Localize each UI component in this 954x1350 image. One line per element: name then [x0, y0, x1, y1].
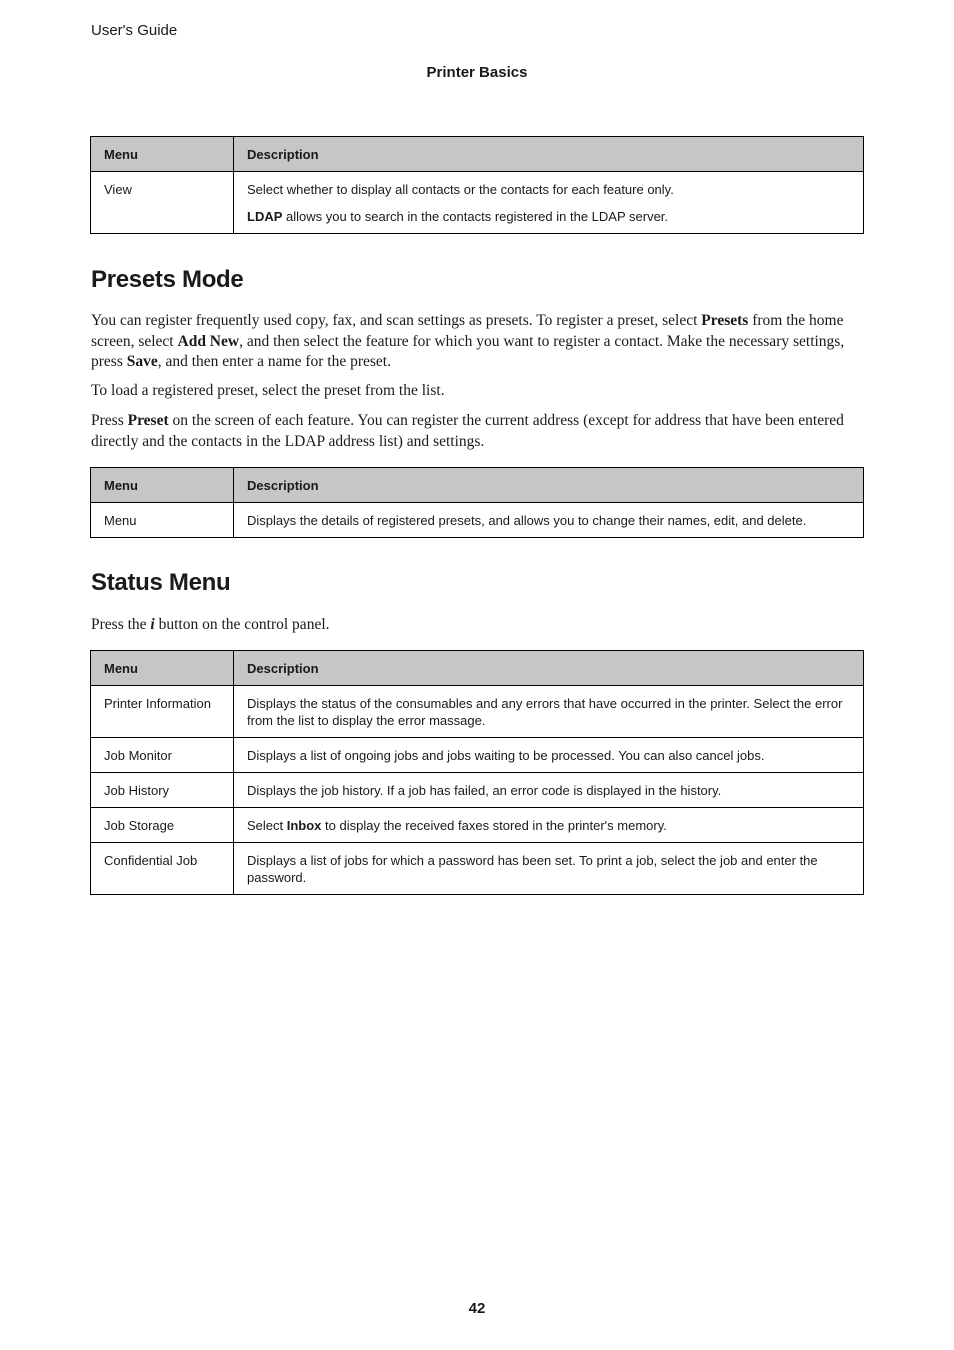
presets-table — [90, 467, 864, 538]
description-text: allows you to search in the contacts registered in the LDAP server. — [282, 209, 669, 224]
description-cell — [234, 808, 864, 843]
bold-term: Add New — [177, 332, 240, 350]
page-number: 42 — [468, 1300, 486, 1317]
table-header-row — [91, 137, 864, 172]
table-row — [91, 773, 864, 808]
running-header-guide-title: User's Guide — [91, 22, 178, 39]
menu-cell: Printer Information — [91, 686, 234, 738]
presets-paragraph-2: To load a registered preset, select the preset from the list. — [91, 382, 445, 399]
column-header-description: Description — [234, 137, 864, 172]
presets-paragraph-1 — [91, 311, 863, 373]
menu-cell: Job Storage — [91, 808, 234, 843]
menu-cell: View — [91, 172, 234, 234]
body-text: on the screen of each feature. You can register the current address (except for address that have been entered directly and the contacts in the LDAP address list) and settings. — [91, 412, 844, 450]
table-row — [91, 503, 864, 538]
body-text: You can register frequently used copy, fax, and scan settings as presets. To register a preset, select — [91, 312, 702, 329]
description-cell: Displays the status of the consumables and any errors that have occurred in the printer. Select the error from the list to display the error massage. — [234, 686, 864, 738]
bold-term: Presets — [701, 312, 749, 329]
table-header-row — [91, 651, 864, 686]
description-cell: Displays a list of ongoing jobs and jobs waiting to be processed. You can also cancel jobs. — [234, 738, 864, 773]
table-row — [91, 808, 864, 843]
bold-term: Save — [126, 353, 158, 370]
menu-cell: Confidential Job — [91, 843, 234, 895]
section-title-status-menu: Status Menu — [91, 569, 231, 596]
description-cell: Displays a list of jobs for which a password has been set. To print a job, select the job and enter the password. — [234, 843, 864, 895]
body-text: button on the control panel. — [154, 616, 330, 633]
table-row — [91, 172, 864, 234]
body-text: , and then enter a name for the preset. — [157, 353, 391, 370]
description-cell: Displays the details of registered presets, and allows you to change their names, edit, and delete. — [234, 503, 864, 538]
column-header-menu: Menu — [91, 137, 234, 172]
body-text: , and then select the feature for which you want to register a contact. Make the necessary settings, press — [91, 332, 845, 370]
running-header-chapter: Printer Basics — [426, 64, 528, 81]
table-header-row — [91, 468, 864, 503]
section-title-presets-mode: Presets Mode — [91, 266, 244, 293]
status-menu-table — [90, 650, 864, 895]
description-cell: Displays the job history. If a job has failed, an error code is displayed in the history. — [234, 773, 864, 808]
info-icon: i — [150, 616, 155, 633]
description-line: Select whether to display all contacts or the contacts for each feature only. — [247, 182, 674, 197]
bold-term: Preset — [127, 412, 169, 429]
menu-cell: Job History — [91, 773, 234, 808]
bold-term: Inbox — [286, 818, 322, 833]
body-text: Press — [91, 412, 128, 429]
status-paragraph-1 — [91, 615, 863, 636]
table-row — [91, 843, 864, 895]
menu-cell: Job Monitor — [91, 738, 234, 773]
column-header-description: Description — [234, 468, 864, 503]
view-settings-table — [90, 136, 864, 234]
body-text: from the home screen, select — [91, 312, 844, 350]
table-row — [91, 686, 864, 738]
column-header-menu: Menu — [91, 651, 234, 686]
menu-cell: Menu — [91, 503, 234, 538]
column-header-description: Description — [234, 651, 864, 686]
description-text: Select — [247, 818, 287, 833]
body-text: Press the — [91, 616, 151, 633]
description-line — [247, 208, 851, 225]
column-header-menu: Menu — [91, 468, 234, 503]
description-cell — [234, 172, 864, 234]
description-text: to display the received faxes stored in the printer's memory. — [321, 818, 667, 833]
presets-paragraph-3 — [91, 411, 863, 452]
table-row — [91, 738, 864, 773]
bold-term: LDAP — [247, 209, 283, 224]
